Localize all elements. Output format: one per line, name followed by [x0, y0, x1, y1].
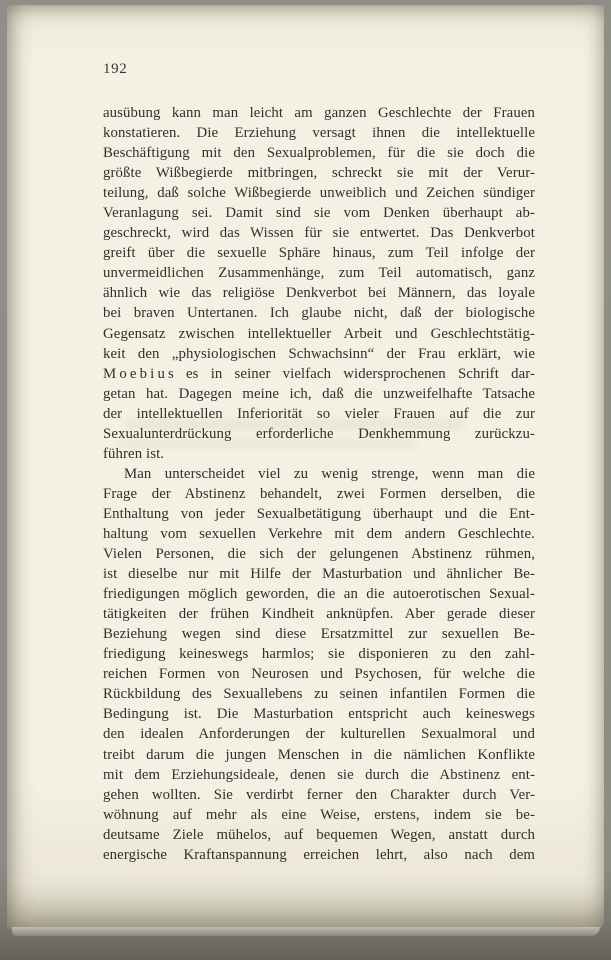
text-line: deutsame Ziele mühelos, auf bequemen Wegen, anstatt durch — [103, 826, 535, 843]
text-line: unvermeidlichen Zusammenhänge, zum Teil automatisch, ganz — [103, 265, 535, 282]
text-line: Beschäftigung mit den Sexualproblemen, für die sie doch die — [103, 145, 535, 162]
text-line: reichen Formen von Neurosen und Psychosen, für welche die — [103, 666, 535, 683]
text-line: führen ist. — [103, 445, 165, 462]
text-line: ausübung kann man leicht am ganzen Geschlechte der Frauen — [103, 105, 535, 121]
text-line: Frage der Abstinenz behandelt, zwei Formen derselben, die — [103, 485, 535, 502]
text-line: M o e b i u s es in seiner vielfach widersprochenen Schrift dar- — [103, 365, 535, 382]
text-line: Rückbildung des Sexuallebens zu seinen infantilen Formen die — [103, 686, 535, 703]
text-line: Enthaltung von jeder Sexualbetätigung überhaupt und die Ent- — [103, 505, 535, 522]
text-line: der intellektuellen Inferiorität so vieler Frauen auf die zur — [103, 405, 535, 422]
text-line: getan hat. Dagegen meine ich, daß die unzweifelhafte Tatsache — [103, 385, 535, 402]
text-line: geschreckt, wird das Wissen für sie entwertet. Das Denkverbot — [103, 225, 535, 242]
page-bottom-edge — [12, 927, 600, 936]
text-line: treibt darum die jungen Menschen in die nämlichen Konflikte — [103, 746, 535, 763]
text-block — [103, 103, 535, 865]
text-line: Gegensatz zwischen intellektueller Arbeit und Geschlechtstätig- — [103, 325, 535, 342]
text-line: bei braven Untertanen. Ich glaube nicht, daß der biologische — [103, 305, 535, 322]
text-line: mit dem Erziehungsideale, denen sie durch die Abstinenz ent- — [103, 766, 535, 783]
text-line: friedigungen möglich geworden, die an die autoerotischen Sexual- — [103, 586, 535, 603]
text-line: Sexualunterdrückung erforderliche Denkhemmung zurückzu- — [103, 425, 535, 442]
text-line: konstatieren. Die Erziehung versagt ihnen die intellektuelle — [103, 125, 535, 142]
text-line: Veranlagung sei. Damit sind sie vom Denken überhaupt ab- — [103, 205, 535, 222]
text-line: ähnlich wie das religiöse Denkverbot bei Männern, das loyale — [103, 285, 535, 302]
text-line: größte Wißbegierde mitbringen, schreckt sie mit der Verur- — [103, 165, 535, 182]
text-line: Bedingung ist. Die Masturbation entspricht auch keineswegs — [103, 706, 535, 723]
text-line: keit den „physiologischen Schwachsinn“ der Frau erklärt, wie — [103, 345, 535, 362]
text-line: ist dieselbe nur mit Hilfe der Masturbation und ähnlicher Be- — [103, 566, 535, 583]
text-line: friedigung keineswegs harmlos; sie disponieren zu den zahl- — [103, 646, 535, 663]
text-line: den idealen Anforderungen der kulturellen Sexualmoral und — [103, 726, 535, 743]
text-line: greift über die sexuelle Sphäre hinaus, zum Teil infolge der — [103, 245, 535, 262]
text-line: tätigkeiten der frühen Kindheit anknüpfen. Aber gerade dieser — [103, 606, 535, 623]
text-line: teilung, daß solche Wißbegierde unweiblich und Zeichen sündiger — [103, 185, 535, 202]
text-line: wöhnung auf mehr als eine Weise, erstens, indem sie be- — [103, 806, 535, 823]
text-line: Beziehung wegen sind diese Ersatzmittel zur sexuellen Be- — [103, 626, 535, 643]
text-line: energische Kraftanspannung erreichen lehrt, also nach dem — [103, 846, 535, 863]
scanned-book-page — [7, 5, 604, 929]
page-number: 192 — [103, 61, 128, 77]
text-line: Vielen Personen, die sich der gelungenen Abstinenz rühmen, — [103, 546, 535, 563]
text-line: haltung vom sexuellen Verkehre mit dem andern Geschlechte. — [103, 525, 535, 542]
text-line: gehen wollten. Sie verdirbt ferner den Charakter durch Ver- — [103, 786, 535, 803]
text-line: Man unterscheidet viel zu wenig strenge, wenn man die — [124, 465, 535, 482]
